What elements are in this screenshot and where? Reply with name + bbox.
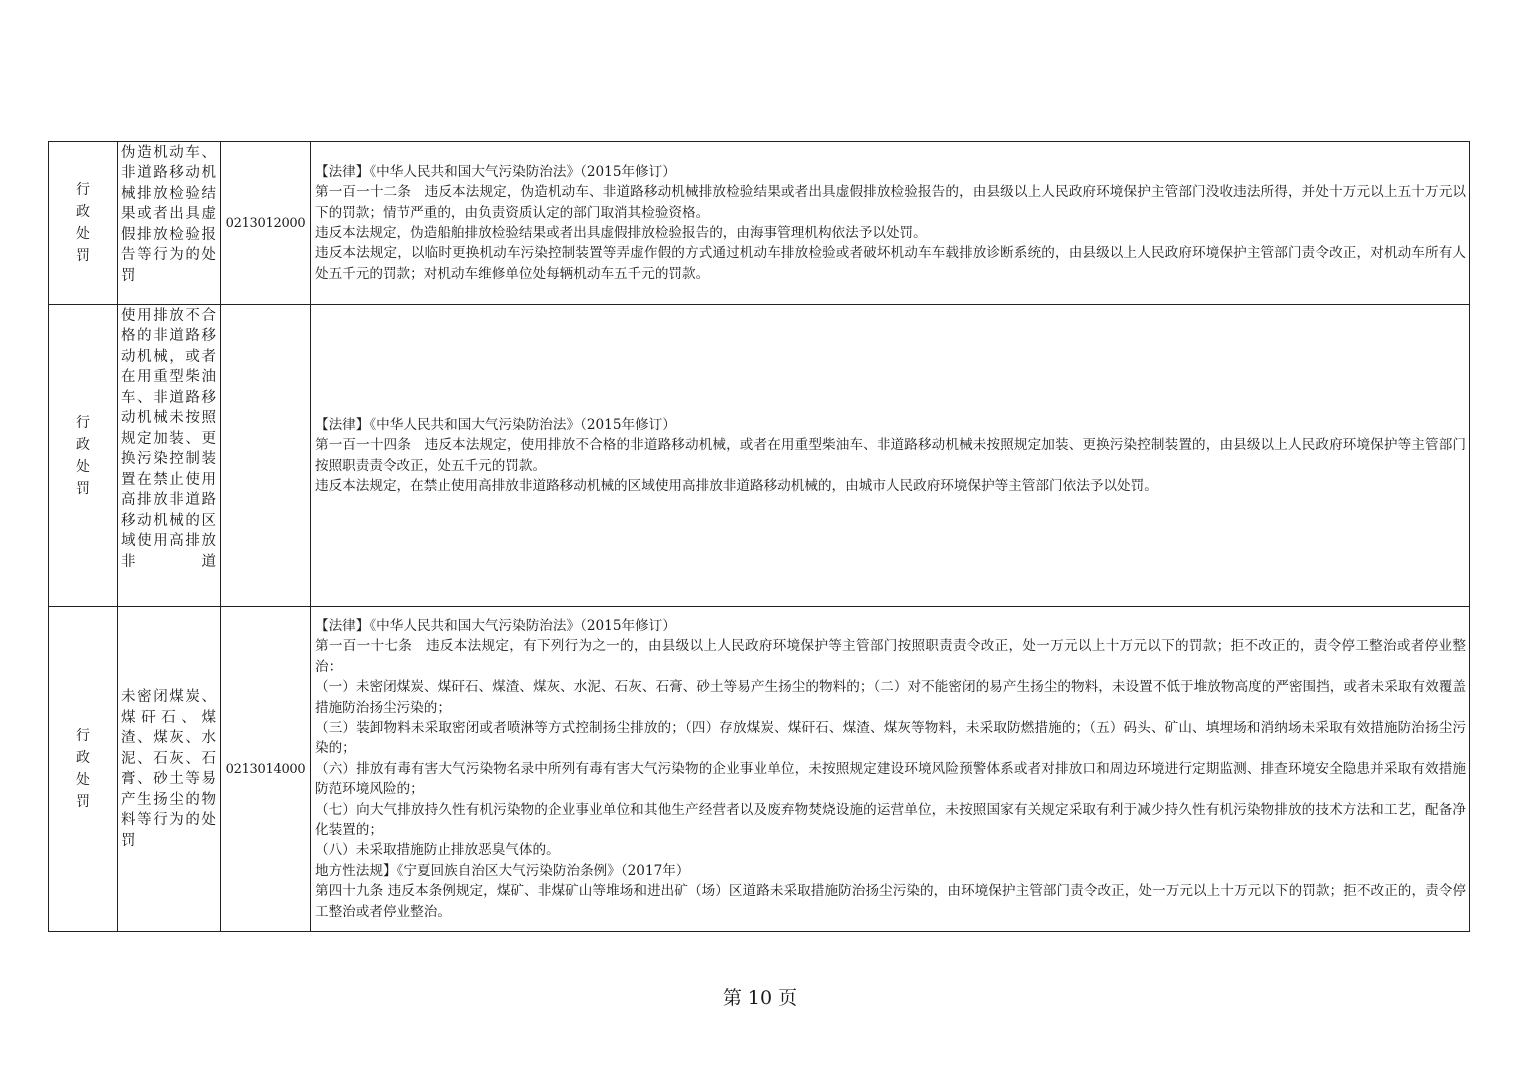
table-row bbox=[49, 607, 1470, 932]
item-code-cell bbox=[221, 305, 311, 607]
item-name: 伪造机动车、非道路移动机械排放检验结果或者出具虚假排放检验报告等行为的处罚 bbox=[121, 144, 217, 284]
legal-basis bbox=[315, 162, 1466, 284]
basis-line: 【法律】《中华人民共和国大气污染防治法》（2015年修订） bbox=[315, 163, 676, 180]
penalty-type-cell bbox=[49, 142, 118, 305]
penalty-type: 行政处罚 bbox=[76, 728, 90, 810]
penalty-type: 行政处罚 bbox=[76, 182, 90, 264]
basis-line: 违反本法规定，以临时更换机动车污染控制装置等弄虚作假的方式通过机动车排放检验或者破坏机动车车载排放诊断系统的，由县级以上人民政府环境保护主管部门责令改正，对机动车所有人处五千元的罚款；对机动车维修单位处每辆机动车五千元的罚款。 bbox=[315, 245, 1466, 282]
basis-line: 违反本法规定，在禁止使用高排放非道路移动机械的区域使用高排放非道路移动机械的，由城市人民政府环境保护等主管部门依法予以处罚。 bbox=[315, 477, 1158, 494]
item-code: 0213014000 bbox=[225, 761, 306, 777]
penalty-type-cell bbox=[49, 305, 118, 607]
basis-line: 第一百一十四条 违反本法规定，使用排放不合格的非道路移动机械，或者在用重型柴油车、非道路移动机械未按照规定加装、更换污染控制装置的，由县级以上人民政府环境保护等主管部门按照职责责令改正，处五千元的罚款。 bbox=[315, 437, 1466, 474]
table-row bbox=[49, 305, 1470, 607]
item-name: 未密闭煤炭、煤矸石、煤渣、煤灰、水泥、石灰、石膏、砂土等易产生扬尘的物料等行为的处罚 bbox=[121, 689, 217, 849]
basis-line: （三）装卸物料未采取密闭或者喷淋等方式控制扬尘排放的；（四）存放煤炭、煤矸石、煤渣、煤灰等物料，未采取防燃措施的；（五）码头、矿山、填埋场和消纳场未采取有效措施防治扬尘污染的； bbox=[315, 719, 1466, 757]
basis-line: （一）未密闭煤炭、煤矸石、煤渣、煤灰、水泥、石灰、石膏、砂土等易产生扬尘的物料的；（二）对不能密闭的易产生扬尘的物料，未设置不低于堆放物高度的严密围挡，或者未采取有效覆盖措施防治扬尘污染的； bbox=[315, 679, 1466, 716]
item-code-cell bbox=[221, 142, 311, 305]
basis-line: 【法律】《中华人民共和国大气污染防治法》（2015年修订） bbox=[315, 416, 676, 433]
legal-basis-cell bbox=[311, 305, 1470, 607]
item-name-cell bbox=[118, 142, 221, 305]
regulation-table bbox=[48, 141, 1470, 932]
table-row bbox=[49, 142, 1470, 305]
legal-basis bbox=[315, 415, 1466, 497]
legal-basis bbox=[315, 616, 1466, 922]
item-code: 0213012000 bbox=[225, 215, 306, 231]
item-name-cell bbox=[118, 607, 221, 932]
basis-line: 地方性法规】《宁夏回族自治区大气污染防治条例》（2017年） bbox=[315, 862, 690, 879]
basis-line: （七）向大气排放持久性有机污染物的企业事业单位和其他生产经营者以及废弃物焚烧设施的运营单位，未按照国家有关规定采取有利于减少持久性有机污染物排放的技术方法和工艺，配备净化装置的； bbox=[315, 801, 1466, 839]
legal-basis-cell bbox=[311, 142, 1470, 305]
basis-line: （八）未采取措施防止排放恶臭气体的。 bbox=[315, 842, 560, 859]
item-name: 使用排放不合格的非道路移动机械，或者在用重型柴油车、非道路移动机械未按照规定加装、更换污染控制装置在禁止使用高排放非道路移动机械的区域使用高排放非道 bbox=[121, 307, 217, 570]
item-code-cell bbox=[221, 607, 311, 932]
page-number: 第 10 页 bbox=[722, 987, 798, 1009]
item-name-cell bbox=[118, 305, 221, 607]
penalty-type-cell bbox=[49, 607, 118, 932]
basis-line: 第一百一十七条 违反本法规定，有下列行为之一的，由县级以上人民政府环境保护等主管部门按照职责责令改正，处一万元以上十万元以下的罚款；拒不改正的，责令停工整治或者停业整治： bbox=[315, 638, 1466, 675]
basis-line: 第一百一十二条 违反本法规定，伪造机动车、非道路移动机械排放检验结果或者出具虚假排放检验报告的，由县级以上人民政府环境保护主管部门没收违法所得，并处十万元以上五十万元以下的罚款；情节严重的，由负责资质认定的部门取消其检验资格。 bbox=[315, 184, 1466, 221]
basis-line: （六）排放有毒有害大气污染物名录中所列有毒有害大气污染物的企业事业单位，未按照规定建设环境风险预警体系或者对排放口和周边环境进行定期监测、排查环境安全隐患并采取有效措施防范环境风险的； bbox=[315, 760, 1466, 798]
basis-line: 违反本法规定，伪造船舶排放检验结果或者出具虚假排放检验报告的，由海事管理机构依法予以处罚。 bbox=[315, 225, 927, 241]
basis-line: 【法律】《中华人民共和国大气污染防治法》（2015年修订） bbox=[315, 617, 676, 634]
legal-basis-cell bbox=[311, 607, 1470, 932]
penalty-type: 行政处罚 bbox=[76, 414, 90, 497]
basis-line: 第四十九条 违反本条例规定，煤矿、非煤矿山等堆场和进出矿（场）区道路未采取措施防治扬尘污染的，由环境保护主管部门责令改正，处一万元以上十万元以下的罚款；拒不改正的，责令停工整治或者停业整治。 bbox=[315, 883, 1466, 920]
